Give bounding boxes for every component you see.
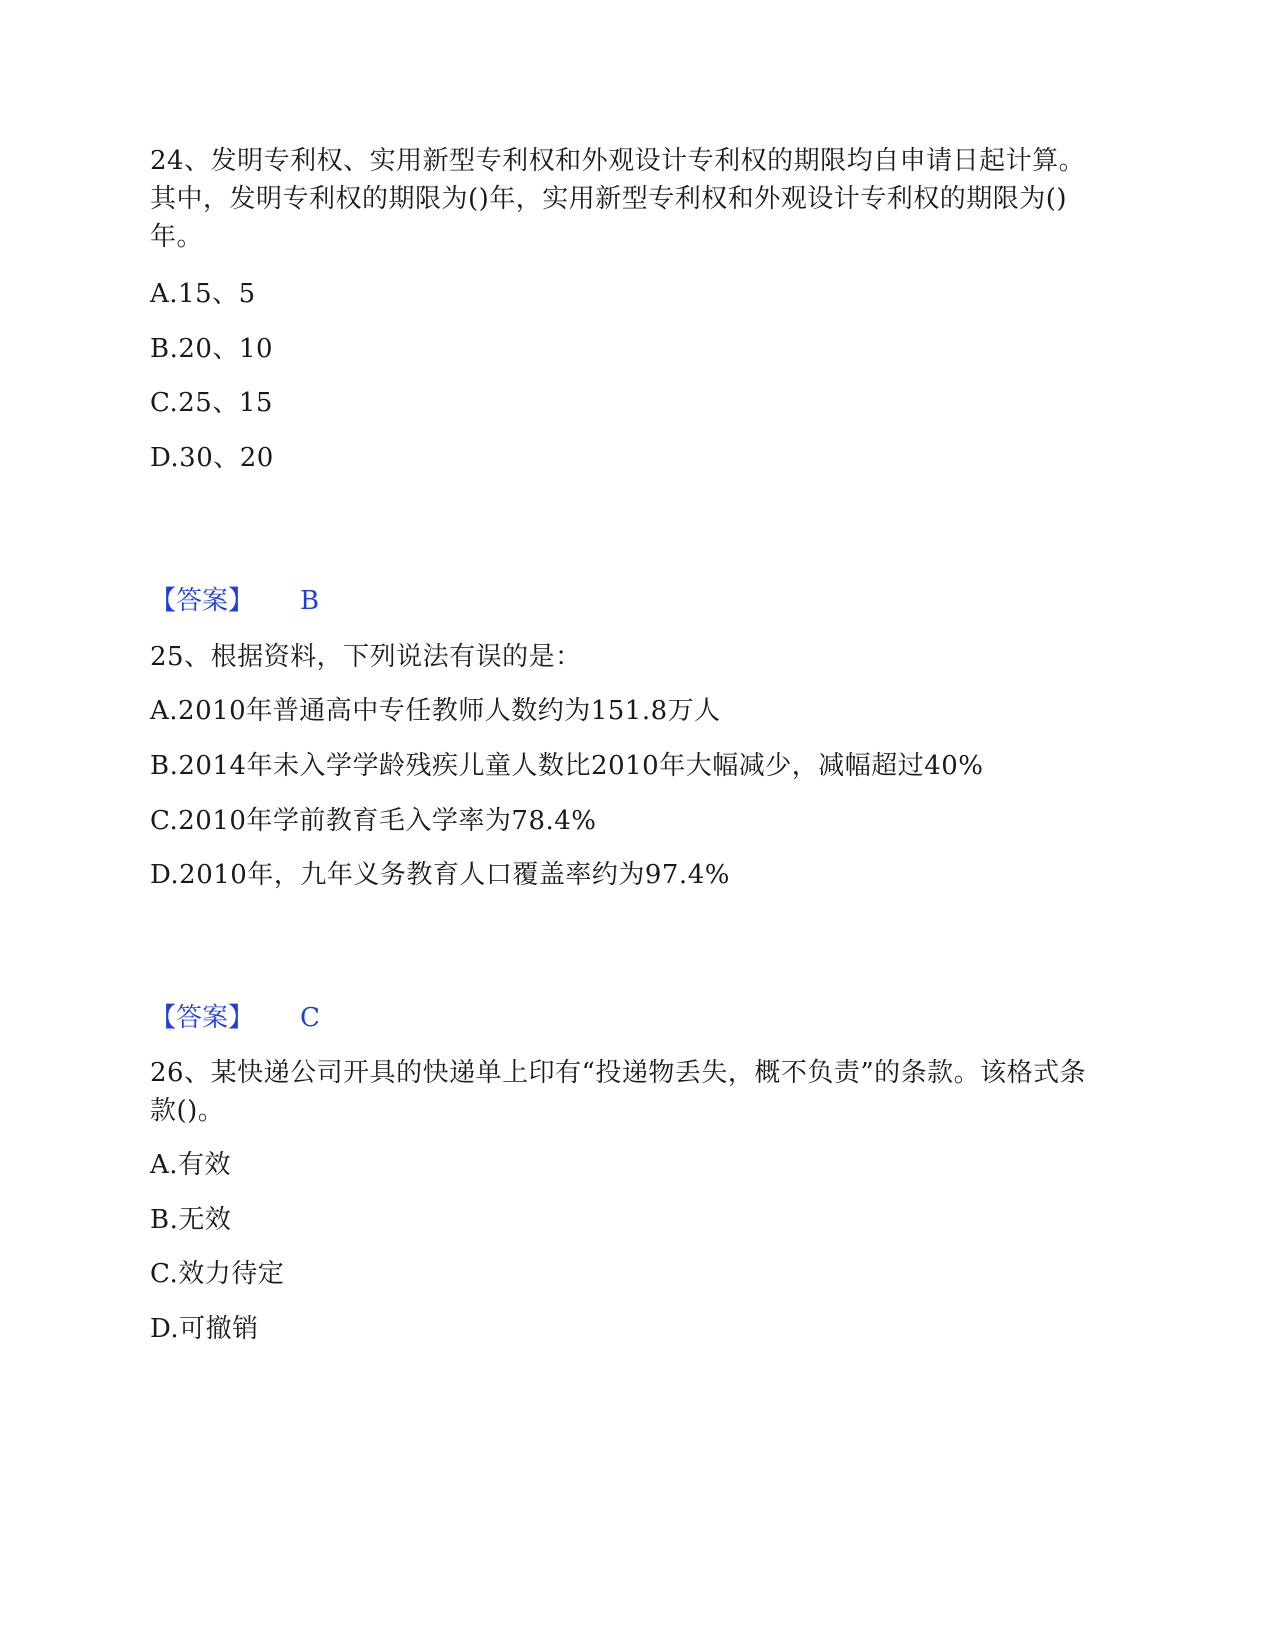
question-26-option-a: A.有效 bbox=[150, 1150, 232, 1180]
question-25-answer bbox=[150, 999, 320, 1037]
question-25-option-b: B.2014年未入学学龄残疾儿童人数比2010年大幅减少，减幅超过40% bbox=[150, 751, 984, 781]
question-24-option-c: C.25、15 bbox=[150, 388, 273, 418]
answer-label: 【答案】 bbox=[150, 1003, 255, 1033]
question-26-option-b: B.无效 bbox=[150, 1205, 232, 1235]
question-24-stem: 24、发明专利权、实用新型专利权和外观设计专利权的期限均自申请日起计算。其中，发明专利权的期限为()年，实用新型专利权和外观设计专利权的期限为()年。 bbox=[150, 146, 1086, 252]
question-25-option-c: C.2010年学前教育毛入学率为78.4% bbox=[150, 806, 597, 836]
question-26-stem: 26、某快递公司开具的快递单上印有“投递物丢失，概不负责”的条款。该格式条款()。 bbox=[150, 1058, 1087, 1126]
answer-value: C bbox=[300, 1003, 320, 1033]
question-24-answer bbox=[150, 582, 319, 620]
question-25-option-d: D.2010年，九年义务教育人口覆盖率约为97.4% bbox=[150, 860, 730, 890]
answer-label: 【答案】 bbox=[150, 586, 255, 616]
question-26-option-c: C.效力待定 bbox=[150, 1259, 285, 1289]
question-24-option-d: D.30、20 bbox=[150, 443, 274, 473]
answer-value: B bbox=[300, 586, 320, 616]
question-24-option-b: B.20、10 bbox=[150, 334, 274, 364]
question-24-option-a: A.15、5 bbox=[150, 279, 256, 309]
question-25-option-a: A.2010年普通高中专任教师人数约为151.8万人 bbox=[150, 696, 721, 726]
question-26-option-d: D.可撤销 bbox=[150, 1314, 259, 1344]
question-25-stem: 25、根据资料，下列说法有误的是： bbox=[150, 642, 582, 672]
